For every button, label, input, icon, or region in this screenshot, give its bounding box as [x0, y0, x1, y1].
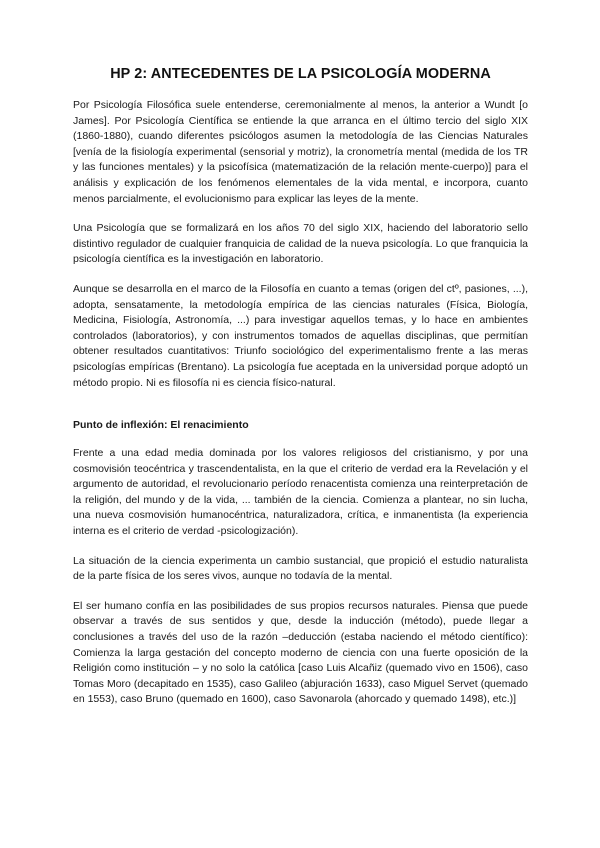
document-page: [73, 66, 528, 722]
section-heading-renacimiento: Punto de inflexión: El renacimiento: [73, 419, 249, 432]
paragraph-edad-media: Frente a una edad media dominada por los valores religiosos del cristianismo, y por una cosmovisión teocéntrica y trascendentalista, en la que el criterio de verdad era la Revelación y el argumento de autoridad, el revolucionario período renacentista comienza una reinterpretación de la religión, del mundo y de la vida, ... también de la ciencia. Comienza a plantear, no sin lucha, una nueva cosmovisión humanocéntrica, naturalizadora, crítica, e inmanentista (la experiencia interna es el criterio de verdad -psicologización).: [73, 447, 528, 538]
paragraph-situacion-ciencia: La situación de la ciencia experimenta un cambio sustancial, que propició el estudio naturalista de la parte física de los seres vivos, aunque no todavía de la mental.: [73, 554, 528, 583]
paragraph-laboratorio: Una Psicología que se formalizará en los años 70 del siglo XIX, haciendo del laboratorio sello distintivo regulador de cualquier franquicia de calidad de la nueva psicología. Lo que franquicia la psicología científica es la investigación en laboratorio.: [73, 222, 528, 266]
paragraph-ser-humano: El ser humano confía en las posibilidades de sus propios recursos naturales. Piensa que puede observar a través de sus sentidos y que, desde la inducción (método), puede llegar a conclusiones a través del uso de la razón –deducción (estaba naciendo el método científico): Comienza la larga gestación del concepto moderno de ciencia con una fuerte oposición de la Religión como institución – y no solo la católica [caso Luis Alcañiz (quemado vivo en 1506), caso Tomas Moro (decapitado en 1535), caso Galileo (abjuración 1633), caso Miguel Servet (quemado en 1553), caso Bruno (quemado en 1600), caso Savonarola (ahorcado y quemado 1498), etc.)]: [73, 599, 528, 706]
paragraph-psicologia-filosofica: Por Psicología Filosófica suele entenderse, ceremonialmente al menos, la anterior a Wundt [o James]. Por Psicología Científica se entiende la que arranca en el último tercio del siglo XIX (1860-1880), cuando diferentes psicólogos asumen la metodología de las Ciencias Naturales [venía de la fisiología experimental (sensorial y motriz), la cronometría mental (medida de los TR y las funciones mentales) y la psicofísica (matematización de la relación mente-cuerpo)] para el análisis y explicación de los fenómenos elementales de la vida mental, e incorpora, cuanto menos parcialmente, el evolucionismo para explicar las leyes de la mente.: [73, 99, 528, 205]
paragraph-metodologia-empirica: Aunque se desarrolla en el marco de la Filosofía en cuanto a temas (origen del ctº, pasiones, ...), adopta, sensatamente, la metodología empírica de las ciencias naturales (Física, Biología, Medicina, Fisiología, Astronomía, ...) para investigar aquellos temas, y lo hace en ambientes controlados (laboratorios), y con instrumentos tomados de aquellas disciplinas, que permitían obtener resultados cuantitativos: Triunfo sociológico del experimentalismo frente a las meras psicologías empíricas (Brentano). La psicología fue aceptada en la universidad porque adoptó un método propio. Ni es filosofía ni es ciencia físico-natural.: [73, 282, 528, 389]
document-title: HP 2: ANTECEDENTES DE LA PSICOLOGÍA MODERNA: [110, 66, 491, 82]
